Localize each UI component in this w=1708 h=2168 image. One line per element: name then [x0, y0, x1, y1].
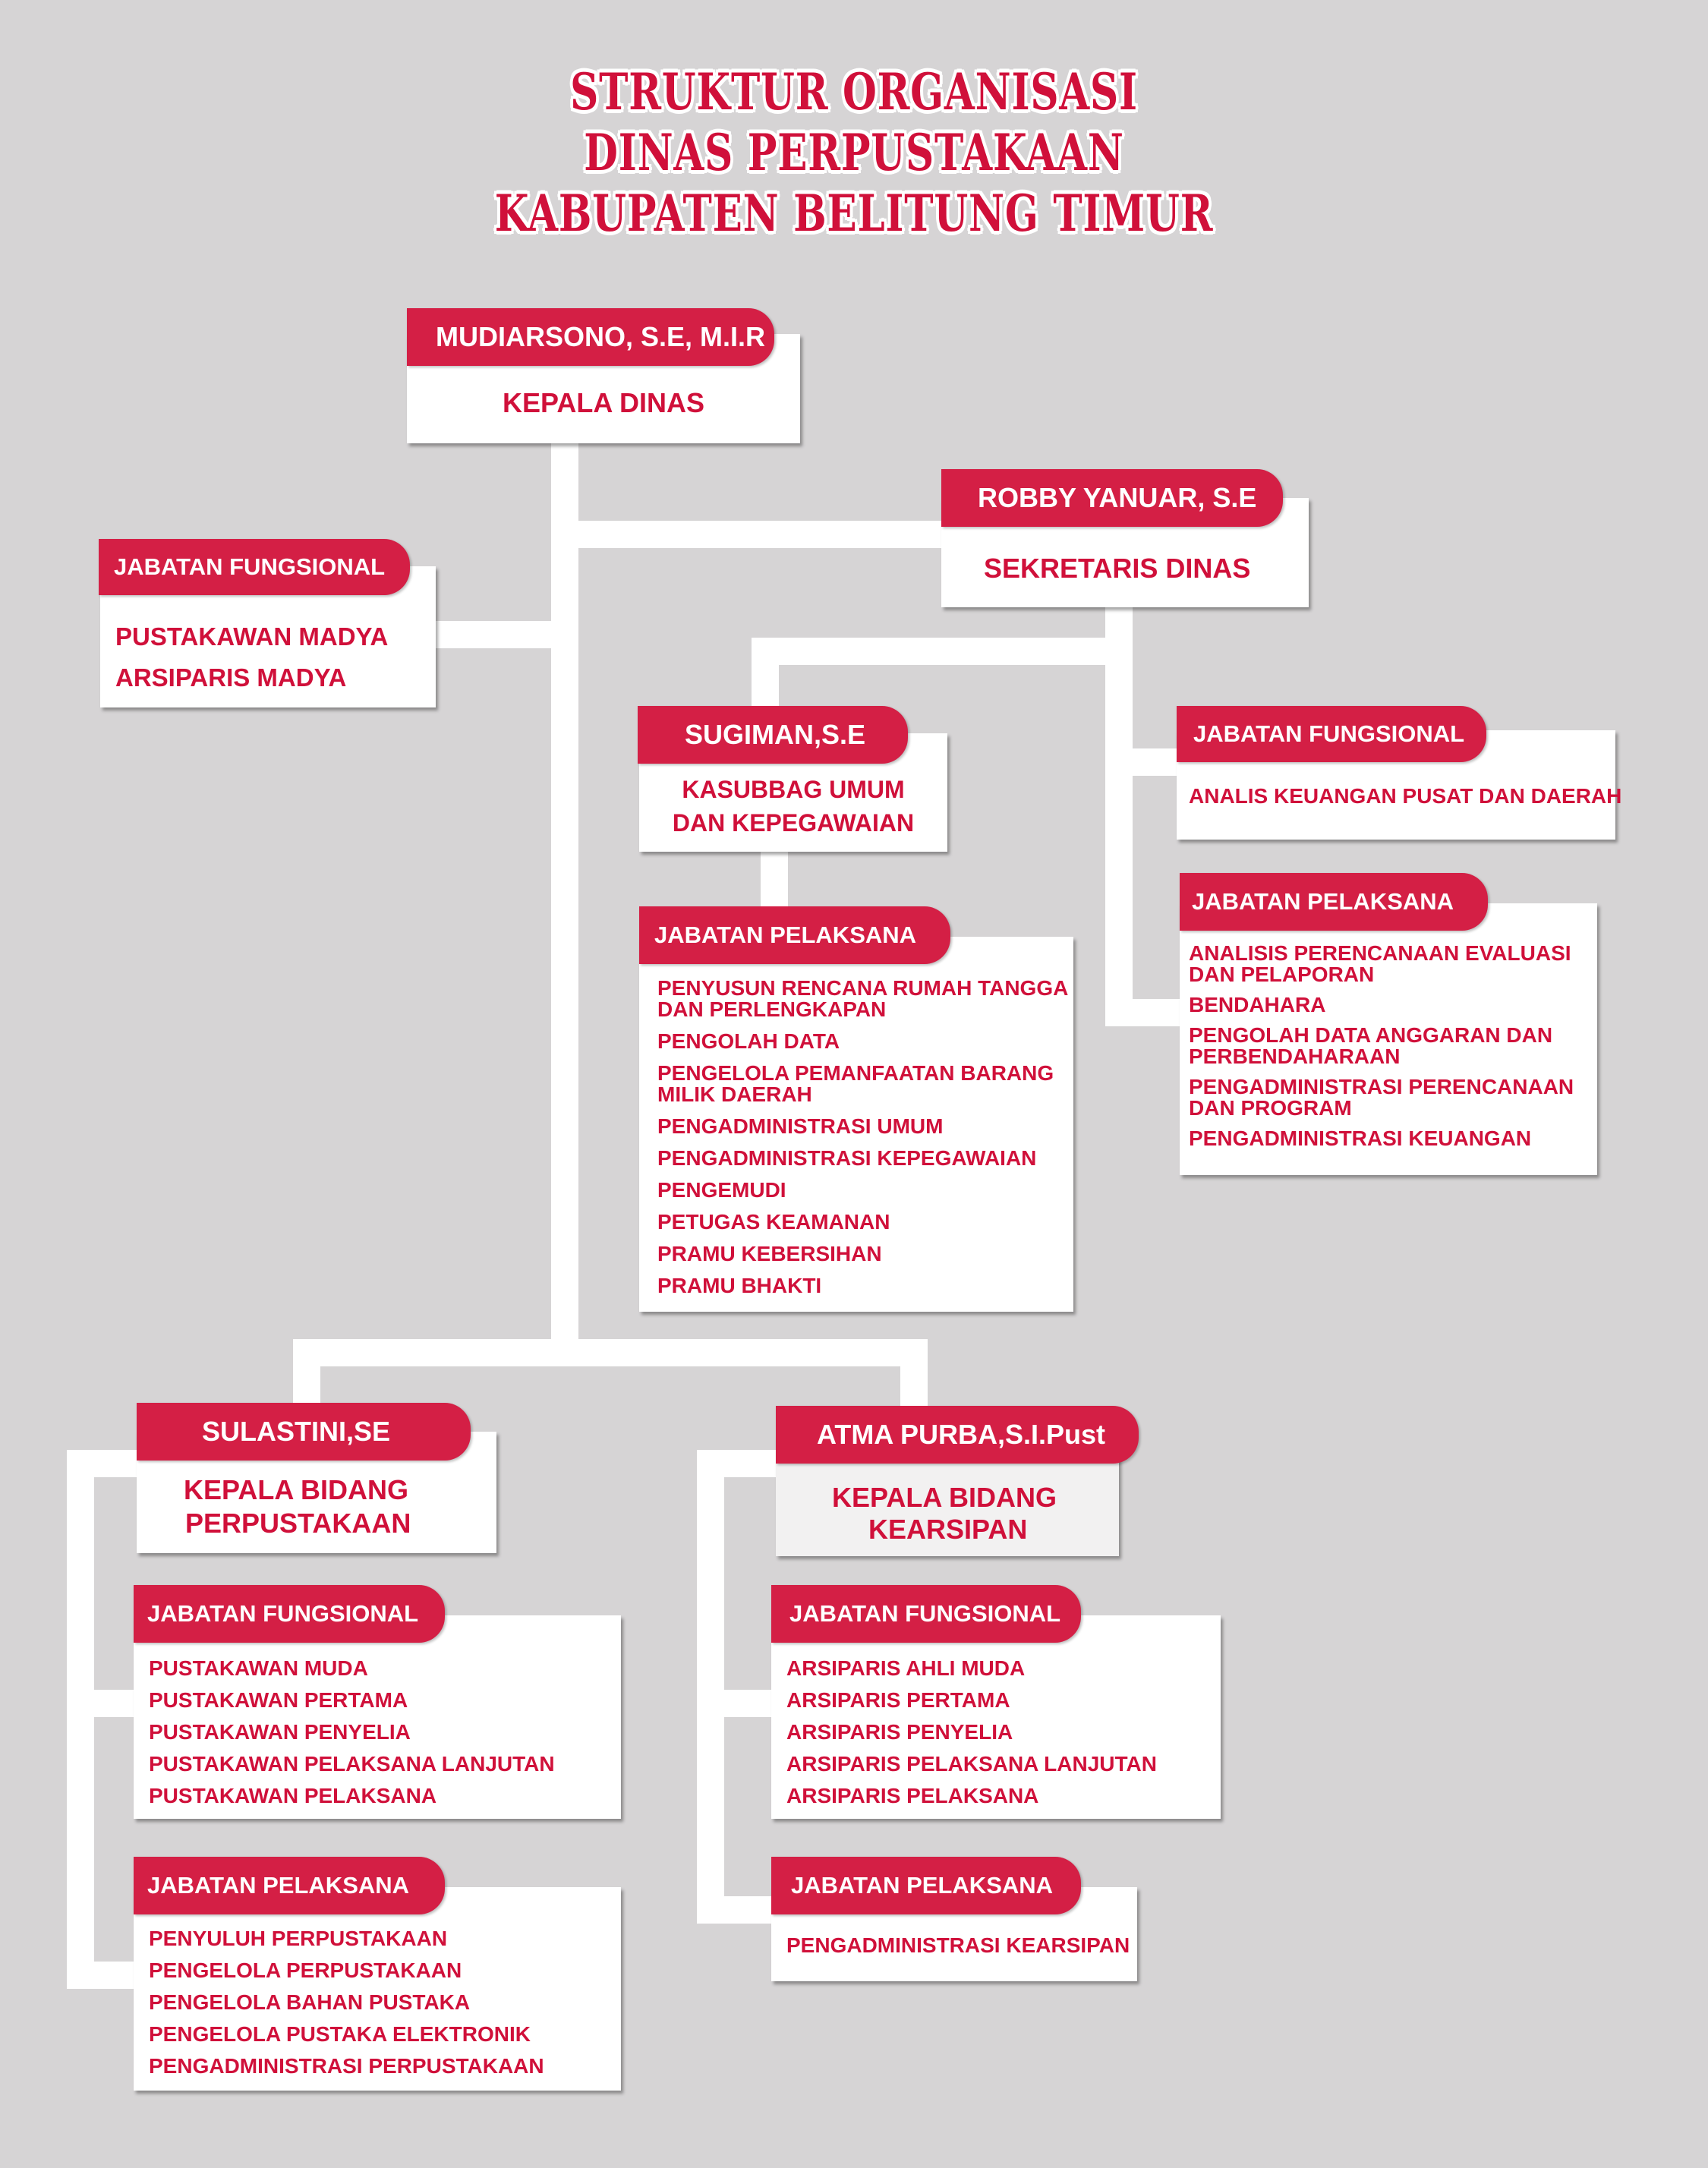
- connector-to-sek-fungsional: [1105, 748, 1181, 776]
- kasubbag-name-tab: SUGIMAN,S.E: [638, 706, 908, 764]
- list-item: PENGELOLA PERPUSTAKAAN: [149, 1958, 462, 1982]
- chart-title-line-1: STRUKTUR ORGANISASI: [570, 62, 1138, 121]
- list-item: PETUGAS KEAMANAN: [657, 1210, 890, 1234]
- kasubbag-role-line-1: KASUBBAG UMUM: [682, 776, 905, 803]
- kasubbag-pelaksana-header-tab: JABATAN PELAKSANA: [639, 906, 950, 964]
- perpustakaan-pelaksana-card: [134, 1887, 621, 2091]
- list-item: PENGADMINISTRASI KEARSIPAN: [786, 1933, 1130, 1957]
- list-item: BENDAHARA: [1189, 993, 1326, 1016]
- connector-kearsipan-bracket-bottom: [697, 1896, 773, 1924]
- list-item: PUSTAKAWAN MADYA: [115, 622, 389, 651]
- kearsipan-pelaksana-header-tab: JABATAN PELAKSANA: [771, 1857, 1081, 1914]
- sekretariat-fungsional-header-tab: JABATAN FUNGSIONAL: [1177, 706, 1486, 762]
- perpustakaan-pelaksana-list: [149, 1928, 544, 2088]
- list-item: PUSTAKAWAN MUDA: [149, 1656, 368, 1680]
- perpustakaan-fungsional-card: [134, 1615, 621, 1819]
- kearsipan-fungsional-list: [786, 1658, 1157, 1817]
- sekretariat-fungsional-list: [1189, 785, 1621, 808]
- list-item: ARSIPARIS MADYA: [115, 663, 347, 692]
- list-item: ARSIPARIS AHLI MUDA: [786, 1656, 1026, 1680]
- connector-bottom-branch: [293, 1339, 928, 1366]
- connector-sek-branch: [752, 638, 1133, 665]
- kearsipan-fungsional-card: [771, 1615, 1221, 1819]
- sekretaris-name-tab: ROBBY YANUAR, S.E: [941, 469, 1283, 527]
- connector-kearsipan-bracket-vertical: [697, 1450, 724, 1924]
- connector-perpustakaan-bracket-vertical: [67, 1450, 94, 1989]
- list-item: PENGEMUDI: [657, 1178, 786, 1202]
- sekretariat-pelaksana-list: [1189, 943, 1574, 1158]
- sekretariat-pelaksana-header-tab: JABATAN PELAKSANA: [1180, 873, 1488, 931]
- list-item: PENGADMINISTRASI UMUM: [657, 1114, 944, 1138]
- kabid-kearsipan-name-tab: ATMA PURBA,S.I.Pust: [776, 1406, 1139, 1464]
- connector-to-sekretaris: [551, 521, 946, 548]
- list-item: PRAMU KEBERSIHAN: [657, 1242, 882, 1265]
- list-item: PRAMU BHAKTI: [657, 1274, 822, 1297]
- kabid-perpustakaan-name-tab: SULASTINI,SE: [137, 1403, 471, 1461]
- connector-sek-right-down: [1105, 638, 1133, 1026]
- list-item: PENGADMINISTRASI KEPEGAWAIAN: [657, 1146, 1037, 1170]
- list-item: PENYUSUN RENCANA RUMAH TANGGA DAN PERLENGKAPAN: [657, 976, 1069, 1021]
- fungsional-top-list: [115, 616, 388, 698]
- kabid-perpustakaan-role-line-2: PERPUSTAKAAN: [185, 1508, 411, 1539]
- fungsional-top-header-tab: JABATAN FUNGSIONAL: [99, 539, 410, 595]
- kabid-kearsipan-role-line-2: KEARSIPAN: [868, 1514, 1028, 1545]
- kearsipan-pelaksana-list: [786, 1934, 1130, 1957]
- connector-to-fungsional-top: [433, 621, 578, 648]
- list-item: PENGOLAH DATA: [657, 1029, 840, 1053]
- list-item: PENGELOLA BAHAN PUSTAKA: [149, 1990, 471, 2014]
- list-item: PUSTAKAWAN PENYELIA: [149, 1720, 411, 1744]
- list-item: PENGADMINISTRASI PERENCANAAN DAN PROGRAM: [1189, 1075, 1574, 1120]
- list-item: PENGADMINISTRASI PERPUSTAKAAN: [149, 2054, 544, 2078]
- list-item: PENGADMINISTRASI KEUANGAN: [1189, 1127, 1532, 1150]
- kasubbag-role-line-2: DAN KEPEGAWAIAN: [672, 809, 915, 837]
- kabid-perpustakaan-role-line-1: KEPALA BIDANG: [184, 1474, 408, 1505]
- list-item: PENGELOLA PUSTAKA ELEKTRONIK: [149, 2022, 531, 2046]
- list-item: PUSTAKAWAN PELAKSANA: [149, 1784, 437, 1807]
- list-item: PENYULUH PERPUSTAKAAN: [149, 1927, 448, 1950]
- kepala-dinas-name-tab: MUDIARSONO, S.E, M.I.R: [407, 308, 774, 366]
- perpustakaan-fungsional-header-tab: JABATAN FUNGSIONAL: [134, 1585, 445, 1643]
- kasubbag-pelaksana-card: [639, 937, 1073, 1312]
- kabid-kearsipan-role-line-1: KEPALA BIDANG: [832, 1482, 1057, 1513]
- connector-to-kabid-perpustakaan: [293, 1339, 320, 1412]
- list-item: ARSIPARIS PERTAMA: [786, 1688, 1010, 1712]
- kepala-dinas-role: KEPALA DINAS: [502, 387, 704, 418]
- kearsipan-fungsional-header-tab: JABATAN FUNGSIONAL: [771, 1585, 1081, 1643]
- list-item: PENGELOLA PEMANFAATAN BARANG MILIK DAERAH: [657, 1061, 1054, 1106]
- list-item: ARSIPARIS PELAKSANA LANJUTAN: [786, 1752, 1157, 1776]
- kasubbag-pelaksana-list: [657, 978, 1068, 1307]
- list-item: ANALISIS PERENCANAAN EVALUASI DAN PELAPORAN: [1189, 941, 1571, 986]
- connector-perpustakaan-to-fungsional: [67, 1690, 143, 1717]
- connector-perpustakaan-bracket-bottom: [67, 1962, 143, 1989]
- connector-kasubbag-to-pelaksana: [761, 850, 788, 911]
- connector-kearsipan-to-fungsional: [697, 1690, 773, 1717]
- list-item: PUSTAKAWAN PELAKSANA LANJUTAN: [149, 1752, 555, 1776]
- perpustakaan-fungsional-list: [149, 1658, 555, 1817]
- list-item: ARSIPARIS PENYELIA: [786, 1720, 1013, 1744]
- connector-to-kabid-kearsipan: [900, 1339, 928, 1412]
- list-item: PUSTAKAWAN PERTAMA: [149, 1688, 408, 1712]
- list-item: PENGOLAH DATA ANGGARAN DAN PERBENDAHARAAN: [1189, 1023, 1553, 1068]
- perpustakaan-pelaksana-header-tab: JABATAN PELAKSANA: [134, 1857, 445, 1914]
- sekretaris-role: SEKRETARIS DINAS: [984, 553, 1251, 584]
- list-item: ANALIS KEUANGAN PUSAT DAN DAERAH: [1189, 784, 1622, 808]
- list-item: ARSIPARIS PELAKSANA: [786, 1784, 1039, 1807]
- connector-to-sek-pelaksana: [1105, 999, 1181, 1026]
- connector-main-trunk: [551, 440, 578, 1344]
- sekretariat-pelaksana-card: [1180, 903, 1597, 1175]
- chart-title-line-3: KABUPATEN BELITUNG TIMUR: [494, 184, 1214, 243]
- chart-title-line-2: DINAS PERPUSTAKAAN: [584, 123, 1124, 182]
